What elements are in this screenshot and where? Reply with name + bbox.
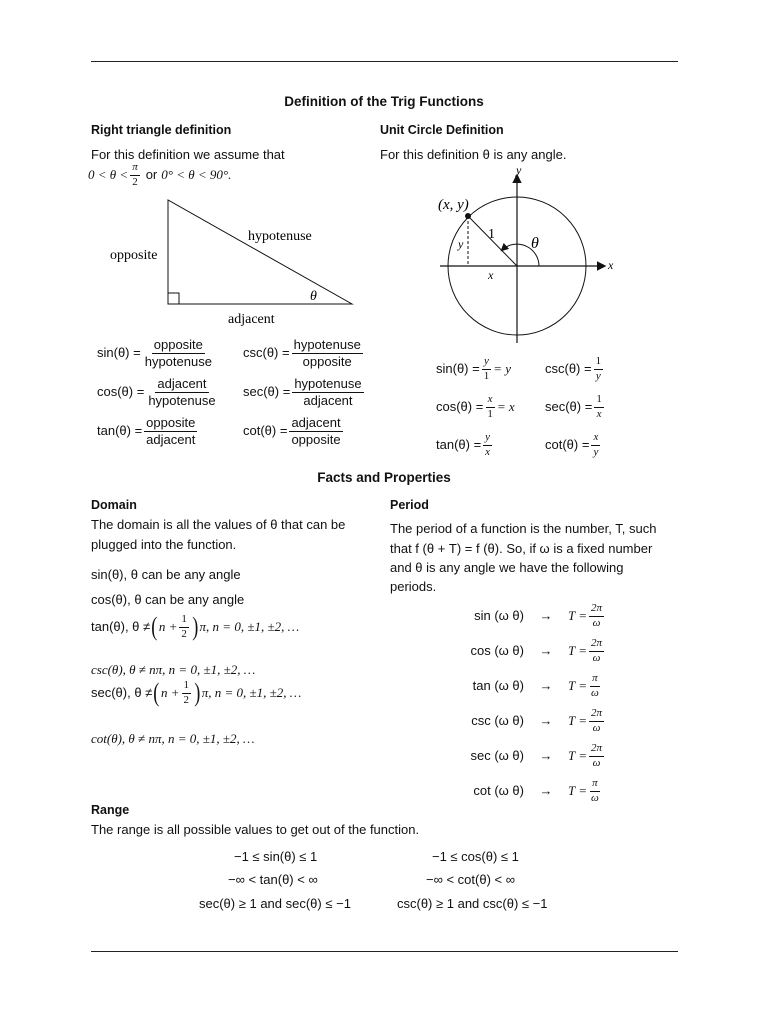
- tan-num: opposite: [146, 415, 196, 431]
- domain-cos: cos(θ), θ can be any angle: [91, 592, 245, 607]
- right-triangle-diagram: [100, 190, 370, 330]
- domain-sin: sin(θ), θ can be any angle: [91, 567, 241, 582]
- period-csc-den: ω: [592, 722, 601, 734]
- domain-sec-half-num: 1: [182, 680, 192, 694]
- uc-sin-den: 1: [483, 369, 490, 382]
- period-tan-den: ω: [591, 687, 599, 699]
- range-sec: sec(θ) ≥ 1 and sec(θ) ≤ −1: [199, 896, 351, 911]
- uc-cos-label: cos(θ) =: [436, 398, 484, 414]
- point-label: (x, y): [438, 197, 469, 213]
- period-sin-den: ω: [592, 617, 601, 629]
- uc-sin-num: y: [482, 356, 491, 370]
- condition-or: or: [145, 166, 158, 182]
- period-row-sin: [452, 599, 606, 634]
- period-sec-den: ω: [592, 757, 601, 769]
- cos-num: adjacent: [157, 376, 207, 392]
- domain-sec-pre: sec(θ), θ ≠: [91, 684, 153, 700]
- period-text-1: The period of a function is the number, T, such: [390, 521, 657, 536]
- cos-label: cos(θ) =: [97, 384, 145, 400]
- uc-cos-num: x: [486, 394, 495, 408]
- range-cos: −1 ≤ cos(θ) ≤ 1: [432, 849, 519, 864]
- period-cos-arrow: →: [539, 643, 553, 659]
- sec-den: adjacent: [303, 393, 353, 408]
- y-axis-label: y: [516, 163, 522, 177]
- domain-heading: Domain: [91, 498, 137, 512]
- uc-cot-num: x: [591, 432, 600, 446]
- period-tan-t: T =: [568, 678, 588, 694]
- period-row-csc: [452, 704, 606, 739]
- period-cos-num: 2π: [589, 638, 604, 652]
- uc-sin-formula: [436, 356, 545, 382]
- condition-lhs: 0 < θ <: [88, 166, 129, 182]
- x-axis-label: x: [608, 258, 614, 272]
- uc-cot-den: y: [593, 445, 599, 458]
- range-csc: csc(θ) ≥ 1 and csc(θ) ≤ −1: [397, 896, 548, 911]
- uc-sec-formula: [545, 394, 606, 420]
- sin-num: opposite: [153, 337, 203, 353]
- domain-sec: [91, 680, 301, 706]
- domain-cot: cot(θ), θ ≠ nπ, n = 0, ±1, ±2, …: [91, 731, 255, 746]
- period-tan-fn: tan (ω θ): [472, 678, 524, 694]
- period-sec-t: T =: [568, 748, 588, 764]
- period-tan-arrow: →: [539, 678, 553, 694]
- period-csc-t: T =: [568, 713, 588, 729]
- period-cot-num: π: [590, 778, 600, 792]
- csc-num: hypotenuse: [293, 337, 361, 353]
- right-triangle-heading: Right triangle definition: [91, 123, 232, 137]
- period-sin-fn: sin (ω θ): [474, 608, 524, 624]
- right-paren: ): [194, 678, 201, 708]
- range-sin: −1 ≤ sin(θ) ≤ 1: [234, 849, 318, 864]
- uc-cos-tail: = x: [496, 398, 515, 414]
- period-sec-fn: sec (ω θ): [470, 748, 524, 764]
- domain-sec-tail: π, n = 0, ±1, ±2, …: [201, 684, 302, 700]
- domain-tan-half-den: 2: [181, 627, 187, 640]
- right-triangle-intro: For this definition we assume that: [91, 147, 285, 162]
- cos-den: hypotenuse: [148, 393, 216, 408]
- uc-cos-formula: [436, 394, 545, 420]
- domain-text-1: The domain is all the values of θ that can be: [91, 517, 346, 532]
- unit-circle-heading: Unit Circle Definition: [380, 123, 504, 137]
- period-row-tan: [452, 669, 606, 704]
- uc-row-1: [436, 350, 606, 388]
- tan-formula: [97, 416, 243, 446]
- uc-sec-num: 1: [594, 394, 604, 408]
- unit-circle-formulas: [436, 350, 606, 464]
- domain-sec-n: n +: [161, 684, 180, 700]
- sec-formula: [243, 377, 366, 407]
- rt-row-3: [97, 412, 366, 451]
- csc-formula: [243, 338, 365, 368]
- condition-num: π: [130, 162, 140, 176]
- unit-circle-intro: For this definition θ is any angle.: [380, 147, 567, 162]
- y-segment-label: y: [458, 237, 464, 251]
- range-cot: −∞ < cot(θ) < ∞: [426, 872, 515, 887]
- left-paren: (: [151, 612, 158, 642]
- uc-tan-label: tan(θ) =: [436, 436, 482, 452]
- period-sec-num: 2π: [589, 743, 604, 757]
- condition-degrees: 0° < θ < 90°.: [161, 166, 232, 182]
- period-tan-num: π: [590, 673, 600, 687]
- adjacent-label: adjacent: [228, 312, 275, 327]
- uc-row-2: [436, 388, 606, 426]
- period-sin-num: 2π: [589, 603, 604, 617]
- page-title: Definition of the Trig Functions: [284, 94, 484, 109]
- hypotenuse-label: hypotenuse: [248, 229, 312, 244]
- period-sin-arrow: →: [539, 608, 553, 624]
- period-cos-t: T =: [568, 643, 588, 659]
- right-triangle-formulas: [97, 334, 366, 451]
- tan-label: tan(θ) =: [97, 423, 143, 439]
- domain-csc: csc(θ), θ ≠ nπ, n = 0, ±1, ±2, …: [91, 662, 256, 677]
- uc-csc-label: csc(θ) =: [545, 360, 592, 376]
- theta-angle-label: θ: [531, 235, 539, 252]
- cot-num: adjacent: [291, 415, 341, 431]
- sin-label: sin(θ) =: [97, 345, 141, 361]
- opposite-label: opposite: [110, 248, 158, 263]
- uc-sec-label: sec(θ) =: [545, 398, 593, 414]
- csc-label: csc(θ) =: [243, 345, 290, 361]
- uc-cot-formula: [545, 432, 602, 458]
- cot-label: cot(θ) =: [243, 423, 288, 439]
- period-sin-t: T =: [568, 608, 588, 624]
- sec-num: hypotenuse: [294, 376, 362, 392]
- period-cos-den: ω: [592, 652, 601, 664]
- domain-tan-n: n +: [158, 618, 178, 634]
- uc-tan-formula: [436, 432, 545, 458]
- range-heading: Range: [91, 803, 130, 817]
- cos-formula: [97, 377, 243, 407]
- cot-formula: [243, 416, 345, 446]
- rt-row-1: [97, 334, 366, 373]
- uc-cos-den: 1: [487, 407, 493, 420]
- period-sec-arrow: →: [539, 748, 553, 764]
- top-rule: [91, 61, 678, 62]
- cot-den: opposite: [291, 432, 341, 447]
- tan-den: adjacent: [146, 432, 196, 447]
- period-csc-fn: csc (ω θ): [471, 713, 524, 729]
- domain-sec-half-den: 2: [183, 693, 190, 706]
- sin-formula: [97, 338, 243, 368]
- period-cot-arrow: →: [539, 783, 553, 799]
- uc-tan-num: y: [483, 432, 492, 446]
- period-csc-arrow: →: [539, 713, 553, 729]
- left-paren: (: [153, 678, 160, 708]
- period-text-3: and θ is any angle we have the following: [390, 560, 624, 575]
- uc-csc-formula: [545, 356, 605, 382]
- period-cot-den: ω: [591, 792, 599, 804]
- period-row-sec: [452, 739, 606, 774]
- domain-tan-tail: π, n = 0, ±1, ±2, …: [199, 618, 300, 634]
- range-text: The range is all possible values to get out of the function.: [91, 822, 420, 837]
- period-row-cos: [452, 634, 606, 669]
- period-row-cot: [452, 774, 606, 809]
- sin-den: hypotenuse: [144, 354, 212, 369]
- domain-text-2: plugged into the function.: [91, 537, 237, 552]
- theta-label: θ: [310, 289, 317, 304]
- uc-cot-label: cot(θ) =: [545, 436, 590, 452]
- condition-fraction: [130, 162, 140, 188]
- uc-sec-den: x: [596, 407, 602, 420]
- condition-den: 2: [132, 175, 138, 188]
- period-list: [452, 599, 606, 809]
- uc-row-3: [436, 426, 606, 464]
- period-cot-t: T =: [568, 783, 588, 799]
- range-tan: −∞ < tan(θ) < ∞: [228, 872, 318, 887]
- radius-label: 1: [488, 227, 495, 242]
- period-cos-fn: cos (ω θ): [470, 643, 524, 659]
- csc-den: opposite: [302, 354, 352, 369]
- period-cot-fn: cot (ω θ): [473, 783, 524, 799]
- uc-sin-label: sin(θ) =: [436, 360, 480, 376]
- domain-tan-half-num: 1: [179, 614, 189, 628]
- facts-title: Facts and Properties: [317, 470, 451, 485]
- rt-row-2: [97, 373, 366, 412]
- uc-csc-num: 1: [594, 356, 604, 370]
- right-triangle-condition: [88, 162, 231, 188]
- sec-label: sec(θ) =: [243, 384, 291, 400]
- right-paren: ): [192, 612, 199, 642]
- uc-csc-den: y: [595, 369, 601, 382]
- domain-tan-pre: tan(θ), θ ≠: [91, 618, 151, 634]
- uc-tan-den: x: [485, 445, 491, 458]
- period-text-2: that f (θ + T) = f (θ). So, if ω is a fixed number: [390, 541, 653, 556]
- uc-sin-tail: = y: [493, 360, 512, 376]
- period-text-4: periods.: [390, 579, 437, 594]
- period-csc-num: 2π: [589, 708, 604, 722]
- domain-tan: [91, 614, 299, 640]
- period-heading: Period: [390, 498, 429, 512]
- x-segment-label: x: [488, 268, 494, 282]
- unit-circle-diagram: [430, 163, 630, 348]
- bottom-rule: [91, 951, 678, 952]
